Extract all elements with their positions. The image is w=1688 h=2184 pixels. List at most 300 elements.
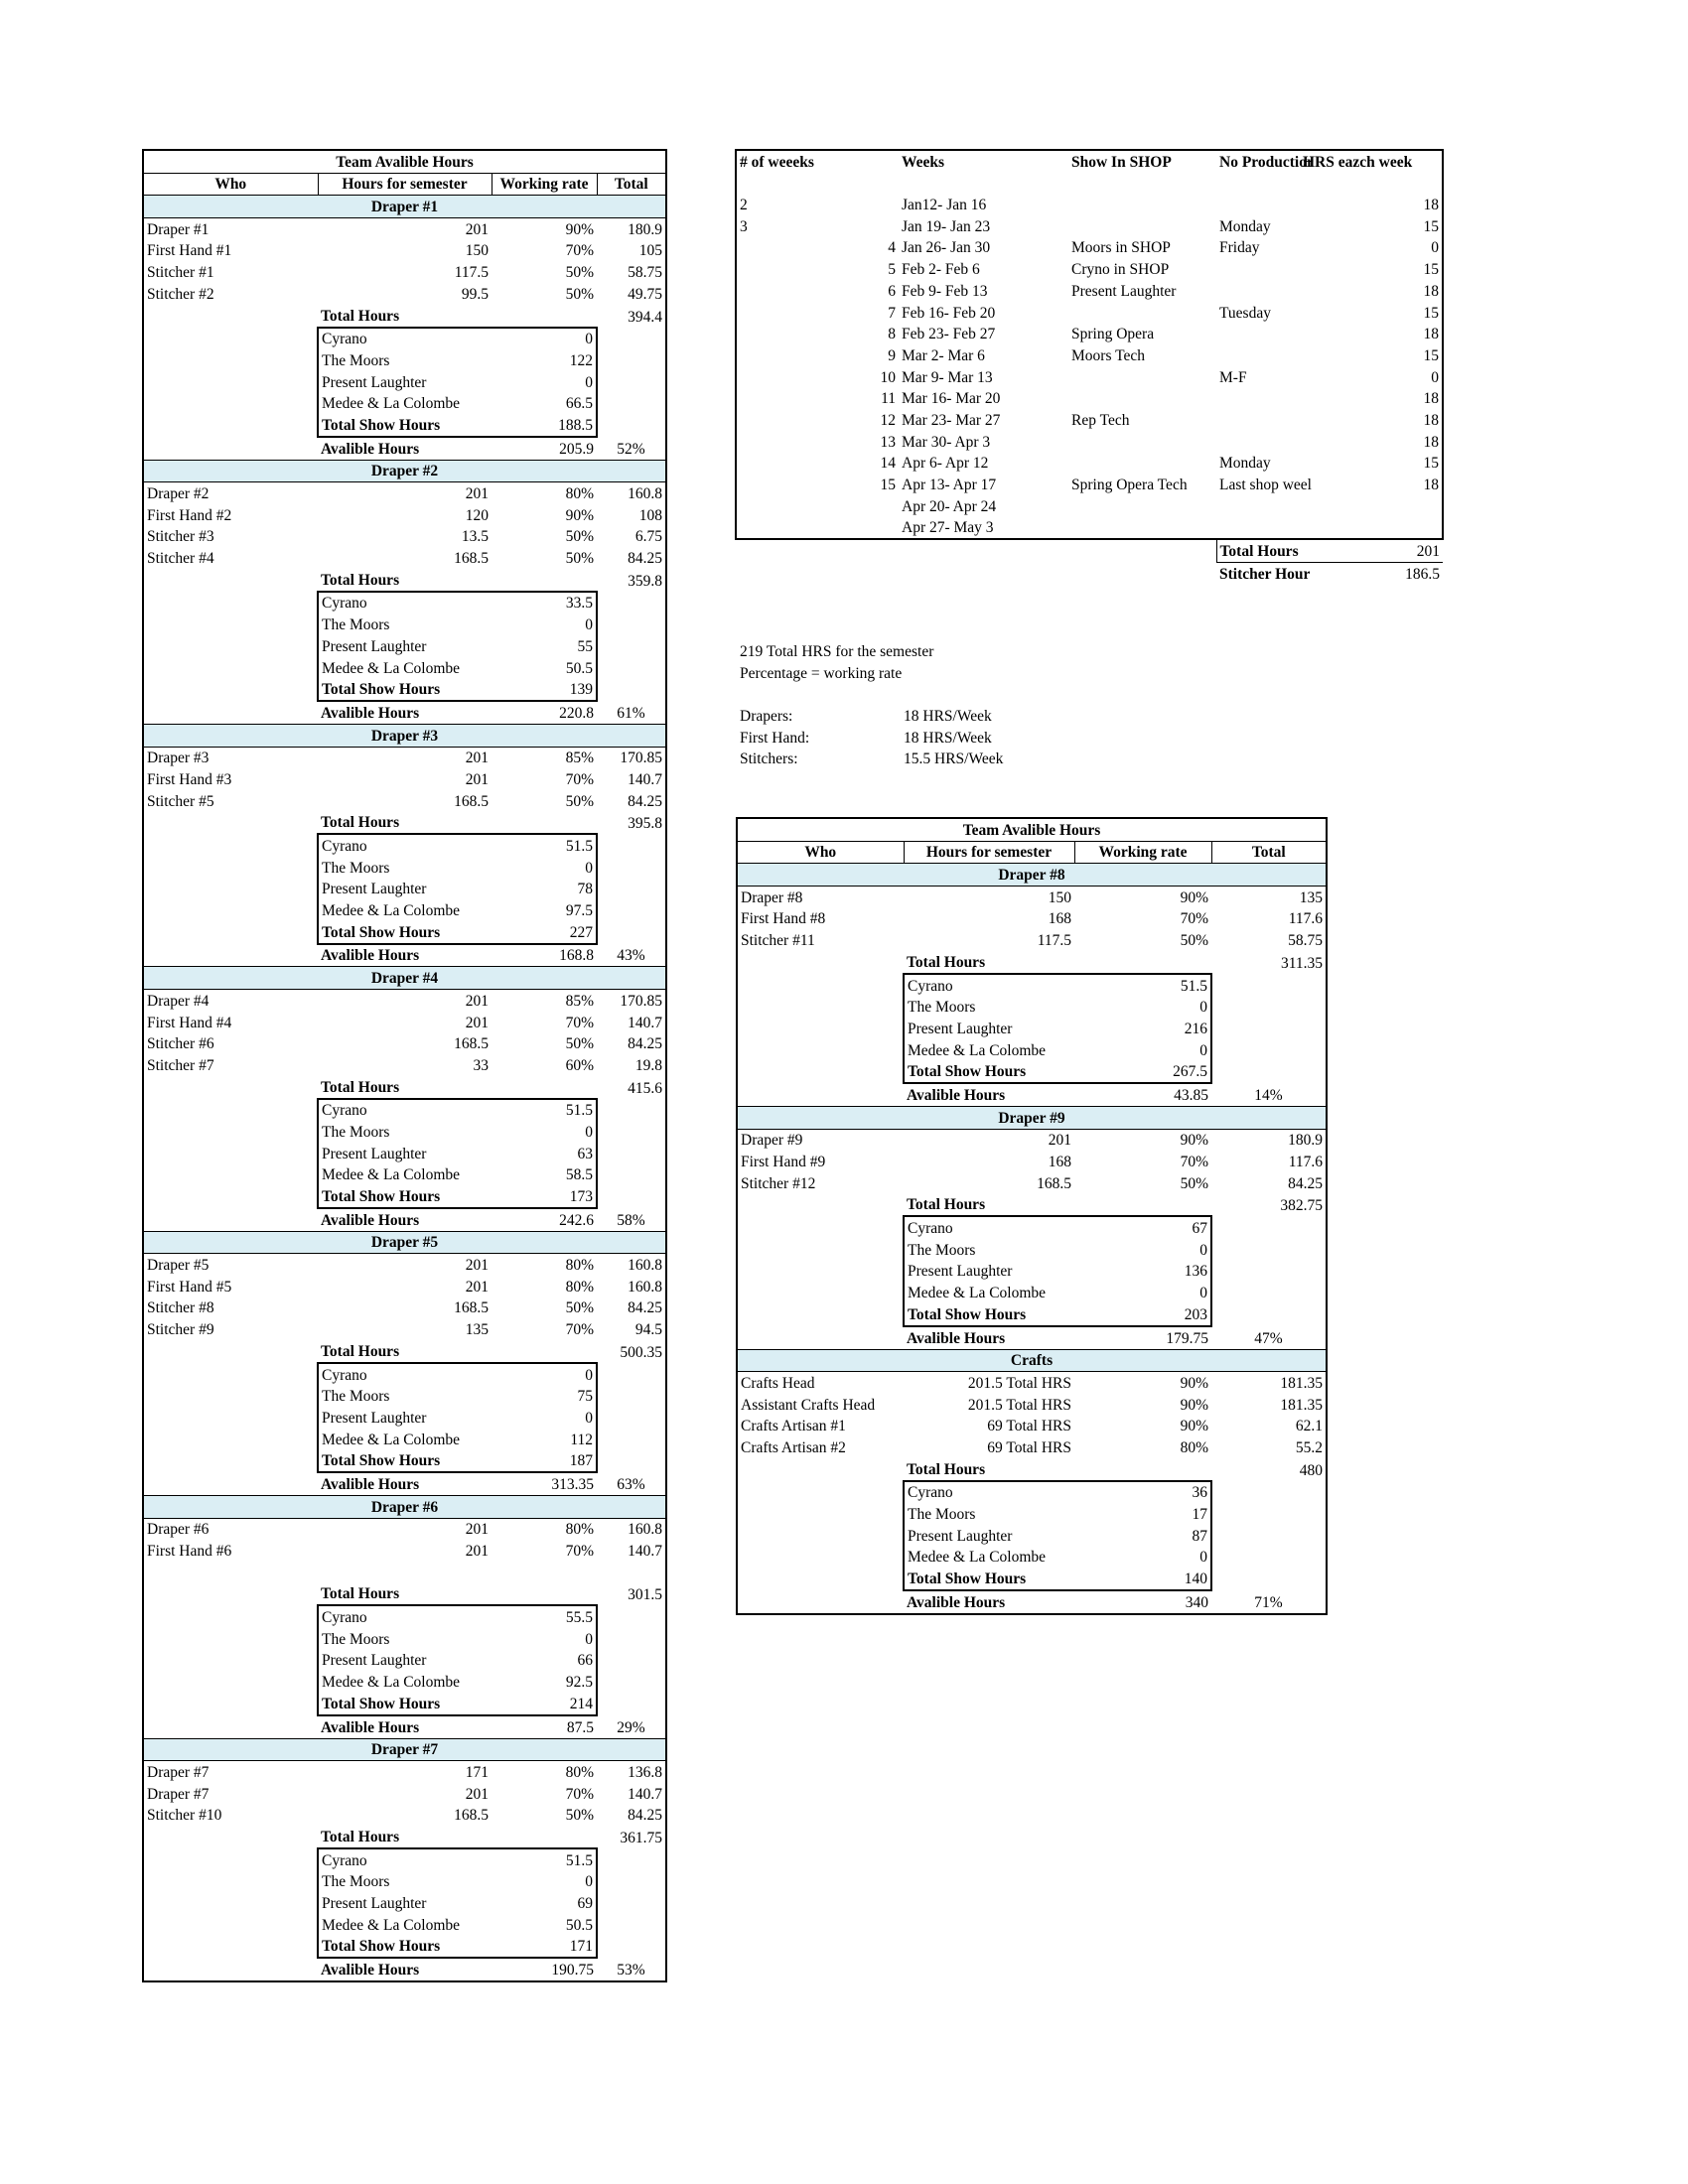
week-count-left (736, 453, 802, 475)
total-hours-row (143, 1076, 666, 1099)
week-range: Feb 23- Feb 27 (902, 326, 996, 343)
show-hours: 63 (492, 1143, 597, 1164)
show-total-value: 267.5 (1074, 1061, 1211, 1084)
semester-total-note: 219 Total HRS for the semester (740, 643, 934, 660)
spacer-cell (1068, 173, 1216, 195)
show-total-row (737, 1061, 1327, 1084)
week-hours: 18 (1300, 280, 1443, 302)
spacer-cell (143, 679, 318, 702)
week-range: Feb 16- Feb 20 (902, 304, 996, 322)
team-name: Draper #1 (143, 196, 666, 218)
table-title-row (143, 150, 666, 173)
available-hours-value: 168.8 (559, 947, 594, 965)
member-total: 58.75 (628, 264, 663, 282)
member-hours: 69 Total HRS (987, 1438, 1071, 1456)
member-hours: 168.5 (454, 792, 489, 810)
show-hours: 50.5 (492, 657, 597, 679)
show-row (143, 1671, 666, 1693)
team-name: Draper #9 (737, 1106, 1327, 1129)
spacer-cell (597, 592, 666, 614)
week-number: 6 (888, 282, 896, 300)
spacer-cell (737, 1039, 904, 1061)
spacer-cell (143, 305, 318, 328)
member-row (143, 240, 666, 262)
member-hours: 201 (465, 485, 489, 502)
team-section-header (143, 1495, 666, 1518)
member-name: Stitcher #5 (147, 792, 214, 810)
spacer-cell (143, 1386, 318, 1408)
show-name: Medee & La Colombe (318, 1914, 492, 1936)
spacer-cell (597, 1363, 666, 1386)
show-total-value: 139 (492, 679, 597, 702)
member-row (143, 1805, 666, 1827)
team-name: Draper #2 (143, 460, 666, 482)
spacer-cell (1211, 1061, 1327, 1084)
show-total-row (143, 1450, 666, 1473)
member-hours: 201 (465, 1521, 489, 1539)
weeks-total-row (736, 539, 1443, 562)
week-row (736, 474, 1443, 495)
week-hours: 15 (1300, 302, 1443, 324)
spacer-cell (737, 1261, 904, 1283)
member-total: 140.7 (628, 770, 663, 788)
show-name: Present Laughter (318, 879, 492, 900)
member-hours: 201 (465, 992, 489, 1010)
member-row (143, 990, 666, 1012)
show-name: Medee & La Colombe (318, 1671, 492, 1693)
team-name: Draper #6 (143, 1495, 666, 1518)
spacer-cell (143, 1076, 318, 1099)
member-row (143, 1297, 666, 1319)
show-row (737, 1018, 1327, 1039)
column-header: Hours for semester (904, 841, 1074, 864)
member-row (737, 1436, 1327, 1458)
stitcher-hour-row (736, 563, 1443, 585)
available-hours-row (737, 1083, 1327, 1106)
team-name: Draper #4 (143, 967, 666, 990)
available-hours-value: 205.9 (559, 440, 594, 458)
spacer-cell (737, 1018, 904, 1039)
spacer-cell (737, 1481, 904, 1504)
member-total: 117.6 (1288, 910, 1324, 928)
member-hours: 168.5 (454, 1299, 489, 1317)
show-hours: 136 (1074, 1261, 1211, 1283)
spacer-cell (597, 1936, 666, 1959)
show-name: Present Laughter (318, 1143, 492, 1164)
no-production-day: Tuesday (1219, 304, 1271, 322)
total-hours-value: 480 (1299, 1461, 1324, 1479)
spacer-cell (737, 974, 904, 997)
spacer-cell (143, 1099, 318, 1122)
member-hours: 150 (1048, 888, 1071, 906)
member-total: 62.1 (1295, 1418, 1324, 1435)
member-name: First Hand #6 (147, 1543, 232, 1560)
spacer-cell (597, 1185, 666, 1208)
spacer-cell (597, 1164, 666, 1186)
member-rate: 90% (565, 220, 594, 238)
show-row (143, 371, 666, 393)
member-hours: 168 (1048, 1154, 1071, 1170)
week-number (802, 194, 899, 215)
show-name: Cyrano (904, 1216, 1074, 1239)
total-hours-row (143, 1583, 666, 1606)
spacer-cell (1216, 173, 1300, 195)
show-row (737, 997, 1327, 1019)
table-header-row (737, 841, 1327, 864)
total-hours-label: Total Hours (321, 1342, 400, 1360)
available-hours-label: Avalible Hours (321, 947, 420, 965)
member-total: 19.8 (634, 1056, 663, 1074)
member-total: 180.9 (1288, 1132, 1324, 1150)
spacer-cell (597, 657, 666, 679)
spacer-cell (737, 951, 904, 974)
show-row (737, 1282, 1327, 1303)
member-row (143, 1254, 666, 1276)
spacer-cell (736, 563, 802, 585)
total-hours-value: 394.4 (628, 308, 663, 326)
week-count-left: 2 (736, 194, 802, 215)
member-rate: 50% (1180, 1174, 1208, 1192)
week-range: Mar 2- Mar 6 (902, 346, 985, 364)
no-production-day: Monday (1219, 217, 1271, 235)
spacer-cell (899, 563, 1068, 585)
show-name: Cyrano (318, 592, 492, 614)
column-header: Total (1211, 841, 1327, 864)
show-name: The Moors (904, 1239, 1074, 1261)
week-number (802, 517, 899, 540)
member-rate: 90% (1180, 1132, 1208, 1150)
spacer-cell (143, 899, 318, 921)
total-hours-row (143, 569, 666, 592)
spacer-cell (143, 921, 318, 944)
spacer-cell (492, 1340, 597, 1363)
member-total: 140.7 (628, 1543, 663, 1560)
member-total: 84.25 (628, 1035, 663, 1053)
available-hours-row (143, 701, 666, 724)
show-row (143, 1605, 666, 1628)
spacer-cell (737, 1282, 904, 1303)
spacer-cell (143, 569, 318, 592)
stitcher-hour-label: Stitcher Hour (1219, 565, 1311, 583)
member-name: Draper #7 (147, 1763, 210, 1781)
member-row (143, 1562, 666, 1583)
spacer-cell (737, 1525, 904, 1547)
stitcher-hour-value: 186.5 (1405, 565, 1440, 583)
member-hours: 168.5 (454, 1035, 489, 1053)
spacer-cell (1074, 1194, 1211, 1217)
show-name: Medee & La Colombe (904, 1282, 1074, 1303)
column-header: Working rate (492, 173, 597, 196)
week-number: 8 (888, 326, 896, 343)
column-header: Who (143, 173, 318, 196)
show-hours: 51.5 (492, 1848, 597, 1871)
member-total: 105 (638, 242, 663, 260)
spacer-cell (143, 857, 318, 879)
week-range: Jan 19- Jan 23 (902, 217, 991, 235)
show-hours: 0 (492, 614, 597, 635)
available-hours-label: Avalible Hours (321, 1211, 420, 1229)
right-team-hours-table (736, 817, 1328, 1615)
member-rate (492, 1562, 597, 1583)
member-hours: 201 (465, 1278, 489, 1296)
week-range: Feb 9- Feb 13 (902, 282, 988, 300)
show-in-shop: Moors in SHOP (1071, 239, 1171, 257)
show-hours: 0 (492, 1628, 597, 1650)
week-row (736, 280, 1443, 302)
spacer-cell (597, 1848, 666, 1871)
member-hours: 201.5 Total HRS (967, 1396, 1071, 1414)
member-hours: 69 Total HRS (987, 1418, 1071, 1435)
spacer-cell (597, 614, 666, 635)
show-row (143, 1914, 666, 1936)
total-hours-value: 301.5 (628, 1586, 663, 1604)
week-count-left (736, 517, 802, 540)
member-hours: 201.5 Total HRS (967, 1374, 1071, 1392)
show-row (737, 1239, 1327, 1261)
week-hours: 0 (1300, 366, 1443, 388)
show-hours: 0 (492, 1363, 597, 1386)
no-production-day (1216, 517, 1300, 540)
week-hours: 15 (1300, 344, 1443, 366)
member-hours: 201 (465, 750, 489, 767)
show-hours: 66.5 (492, 393, 597, 415)
hrs-each-week-header: HRS eazch week (1300, 150, 1443, 173)
no-production-day (1216, 258, 1300, 280)
member-total: 181.35 (1280, 1374, 1324, 1392)
member-name: Stitcher #8 (147, 1299, 214, 1317)
spacer-cell (143, 349, 318, 371)
spacer-cell (143, 1693, 318, 1715)
member-name: Draper #7 (147, 1785, 210, 1803)
available-hours-value: 313.35 (551, 1475, 594, 1493)
member-hours: 168.5 (454, 550, 489, 568)
spacer-cell (143, 1848, 318, 1871)
member-row (737, 908, 1327, 930)
rate-value-stitchers: 15.5 HRS/Week (904, 751, 1004, 767)
member-row (143, 747, 666, 768)
week-count-left (736, 431, 802, 453)
show-name: Medee & La Colombe (318, 657, 492, 679)
show-row (737, 1547, 1327, 1569)
week-row (736, 258, 1443, 280)
member-total: 58.75 (1288, 932, 1324, 950)
member-hours: 135 (465, 1321, 489, 1339)
spacer-cell (143, 393, 318, 415)
spacer-cell (597, 414, 666, 437)
show-hours: 0 (492, 1407, 597, 1429)
available-hours-value: 220.8 (559, 704, 594, 722)
member-rate: 70% (565, 242, 594, 260)
spacer-cell (143, 614, 318, 635)
spacer-cell (597, 1605, 666, 1628)
show-in-shop (1068, 453, 1216, 475)
member-rate: 85% (565, 750, 594, 767)
show-row (143, 614, 666, 635)
total-hours-row (737, 951, 1327, 974)
member-row (737, 887, 1327, 908)
spacer-cell (597, 834, 666, 857)
spacer-cell (1211, 1547, 1327, 1569)
spacer-cell (143, 1472, 318, 1495)
spacer-cell (802, 563, 899, 585)
spacer-cell (597, 857, 666, 879)
member-total: 6.75 (634, 528, 663, 546)
percentage-note: Percentage = working rate (740, 665, 903, 682)
member-hours: 201 (465, 1543, 489, 1560)
show-hours: 216 (1074, 1018, 1211, 1039)
spacer-cell (143, 1605, 318, 1628)
week-count-left: 3 (736, 215, 802, 237)
left-team-hours-table (142, 149, 667, 1982)
show-hours: 112 (492, 1429, 597, 1450)
member-name (143, 1562, 318, 1583)
show-in-shop: Cryno in SHOP (1071, 261, 1170, 279)
member-row (737, 1172, 1327, 1194)
member-rate: 90% (1180, 1374, 1208, 1392)
member-total: 181.35 (1280, 1396, 1324, 1414)
spacer-cell (737, 1547, 904, 1569)
show-name: Cyrano (904, 974, 1074, 997)
member-hours (318, 1562, 492, 1583)
week-range: Apr 20- Apr 24 (902, 497, 997, 515)
show-total-label: Total Show Hours (904, 1303, 1074, 1326)
member-row (143, 1054, 666, 1076)
available-hours-percent: 61% (617, 704, 645, 722)
rate-label-drapers: Drapers: (740, 708, 793, 725)
member-total: 84.25 (628, 792, 663, 810)
member-total: 140.7 (628, 1785, 663, 1803)
no-production-day: Last shop weel (1219, 477, 1312, 493)
member-rate: 70% (565, 1543, 594, 1560)
column-header: Total (597, 173, 666, 196)
spacer-cell (597, 1121, 666, 1143)
week-range: Jan12- Jan 16 (902, 197, 987, 214)
week-hours (1300, 517, 1443, 540)
spacer-cell (1211, 1303, 1327, 1326)
week-hours: 0 (1300, 237, 1443, 259)
show-in-shop: Present Laughter (1071, 282, 1177, 300)
spacer-cell (597, 1628, 666, 1650)
member-hours: 13.5 (461, 528, 489, 546)
member-name: Draper #3 (147, 750, 210, 767)
member-name: Crafts Artisan #2 (741, 1438, 846, 1456)
team-name: Draper #8 (737, 864, 1327, 887)
rate-label-first-hand: First Hand: (740, 730, 810, 747)
spacer-cell (737, 1503, 904, 1525)
member-rate: 50% (565, 528, 594, 546)
spacer-cell (1211, 1503, 1327, 1525)
show-in-shop-header: Show In SHOP (1071, 153, 1172, 171)
spacer-cell (802, 173, 899, 195)
show-row (143, 1143, 666, 1164)
show-name: Cyrano (318, 1605, 492, 1628)
available-hours-label: Avalible Hours (321, 1718, 420, 1736)
no-production-day (1216, 344, 1300, 366)
member-row (143, 1318, 666, 1340)
member-hours: 201 (1048, 1132, 1071, 1150)
member-row (143, 547, 666, 569)
spacer-cell (143, 879, 318, 900)
show-total-label: Total Show Hours (318, 921, 492, 944)
total-hours-row (143, 812, 666, 835)
show-row (143, 1871, 666, 1893)
member-rate: 50% (565, 792, 594, 810)
table-title-row (737, 818, 1327, 841)
total-hours-row (737, 1194, 1327, 1217)
show-total-label: Total Show Hours (318, 1450, 492, 1473)
spacer-cell (1211, 1261, 1327, 1283)
spacer-cell (143, 1958, 318, 1981)
show-hours: 0 (492, 1121, 597, 1143)
member-hours: 168.5 (1037, 1174, 1071, 1192)
show-name: Present Laughter (904, 1018, 1074, 1039)
spacer-cell (143, 1363, 318, 1386)
member-hours: 150 (465, 242, 489, 260)
team-section-header (143, 1738, 666, 1761)
member-total: 84.25 (628, 1807, 663, 1825)
week-row (736, 237, 1443, 259)
spacer-cell (1211, 1039, 1327, 1061)
spacer-cell (737, 1458, 904, 1481)
show-total-value: 214 (492, 1693, 597, 1715)
show-in-shop: Spring Opera Tech (1071, 477, 1188, 493)
member-rate: 90% (1180, 1418, 1208, 1435)
total-hours-row (143, 1826, 666, 1848)
show-name: The Moors (318, 1628, 492, 1650)
spacer-cell (492, 812, 597, 835)
spacer-cell (597, 349, 666, 371)
total-hours-value: 395.8 (628, 815, 663, 833)
week-number: 5 (888, 261, 896, 279)
show-row (737, 1216, 1327, 1239)
member-row (143, 1276, 666, 1297)
show-total-label: Total Show Hours (904, 1568, 1074, 1590)
week-range: Feb 2- Feb 6 (902, 261, 980, 279)
show-hours: 55 (492, 635, 597, 657)
week-range: Mar 23- Mar 27 (902, 411, 1001, 429)
spacer-cell (597, 899, 666, 921)
total-hours-label: Total Hours (907, 1460, 986, 1478)
member-rate: 80% (565, 485, 594, 502)
show-total-label: Total Show Hours (904, 1061, 1074, 1084)
team-name: Draper #7 (143, 1738, 666, 1761)
show-row (143, 328, 666, 350)
no-production-day (1216, 431, 1300, 453)
week-count-left (736, 237, 802, 259)
spacer-cell (143, 1871, 318, 1893)
week-hours: 15 (1300, 215, 1443, 237)
member-total: 160.8 (628, 1257, 663, 1275)
week-range: Jan 26- Jan 30 (902, 239, 991, 257)
show-hours: 0 (1074, 1239, 1211, 1261)
weeks-range-header: Weeks (902, 153, 945, 171)
available-hours-value: 43.85 (1174, 1086, 1208, 1104)
member-row (143, 1540, 666, 1562)
show-hours: 122 (492, 349, 597, 371)
show-row (143, 899, 666, 921)
spacer-cell (492, 1826, 597, 1848)
member-name: Draper #2 (147, 485, 210, 502)
show-name: Present Laughter (318, 371, 492, 393)
spacer-cell (143, 944, 318, 967)
spacer-cell (737, 997, 904, 1019)
spacer-cell (597, 1892, 666, 1914)
show-name: Medee & La Colombe (318, 899, 492, 921)
show-in-shop (1068, 517, 1216, 540)
spacer-cell (597, 1671, 666, 1693)
available-hours-label: Avalible Hours (321, 1962, 420, 1979)
week-row (736, 194, 1443, 215)
